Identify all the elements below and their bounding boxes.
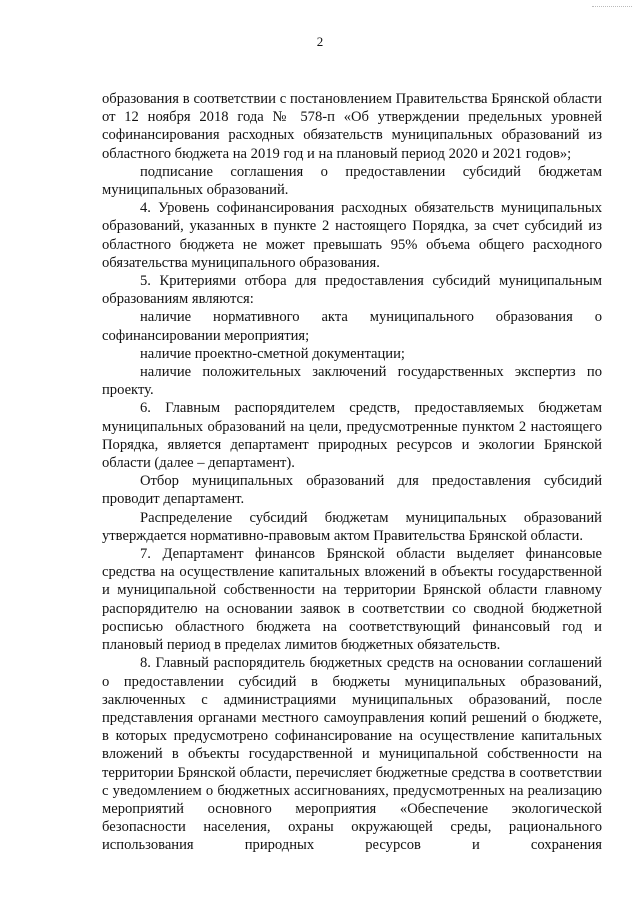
paragraph: Распределение субсидий бюджетам муниципальных образований утверждается нормативно-правовым актом Правительства Брянской области. [102,509,602,544]
paragraph: 7. Департамент финансов Брянской области выделяет финансовые средства на осуществление капитальных вложений в объекты государственной и муниципальной собственности на территории Брянской области главному распорядителю на основании заявок в соответствии со сводной бюджетной росписью областного бюджета на соответствующий финансовый год и плановый период в пределах лимитов бюджетных обязательств. [102,546,602,654]
corner-mark [592,6,632,7]
paragraph: наличие проектно-сметной документации; [140,345,405,362]
paragraph: Отбор муниципальных образований для предоставления субсидий проводит департамент. [102,473,602,508]
paragraph: 5. Критериями отбора для предоставления субсидий муниципальным образованиям являются: [102,273,602,308]
page-number: 2 [316,34,324,49]
paragraph: 6. Главным распорядителем средств, предоставляемых бюджетам муниципальных образований на цели, предусмотренные пунктом 2 настоящего Порядка, является департамент природных ресурсов и экологии Брянской области (далее – департамент). [102,400,602,472]
paragraph: 4. Уровень софинансирования расходных обязательств муниципальных образований, указанных в пункте 2 настоящего Порядка, за счет субсидий из областного бюджета не может превышать 95% объема общего расходного обязательства муниципального образования. [102,200,602,271]
paragraph: подписание соглашения о предоставлении субсидий бюджетам муниципальных образований. [102,163,602,199]
paragraph: 8. Главный распорядитель бюджетных средств на основании соглашений о предоставлении субсидий в бюджеты муниципальных образований, заключенных с администрациями муниципальных образований, после представления органами местного самоуправления копий решений о бюджете, в которых предусмотрено софинансирование на осуществление капитальных вложений в объекты государственной и муниципальной собственности на территории Брянской области, перечисляет бюджетные средства в соответствии с уведомлением о бюджетных ассигнованиях, предусмотренных на реализацию мероприятий основного мероприятия «Обеспечение экологической безопасности населения, охраны окружающей среды, рационального использования природных ресурсов и сохранения [102,655,602,854]
paragraph: наличие положительных заключений государственных экспертиз по проекту. [102,364,602,399]
paragraph: образования в соответствии с постановлением Правительства Брянской области от 12 ноября 2018 года № 578-п «Об утверждении предельных уровней софинансирования расходных обязательств муниципальных образований из областного бюджета на 2019 год и на плановый период 2020 и 2021 годов»; [102,91,602,162]
paragraph: наличие нормативного акта муниципального образования о софинансировании мероприятия; [102,309,602,344]
document-body [102,90,602,855]
